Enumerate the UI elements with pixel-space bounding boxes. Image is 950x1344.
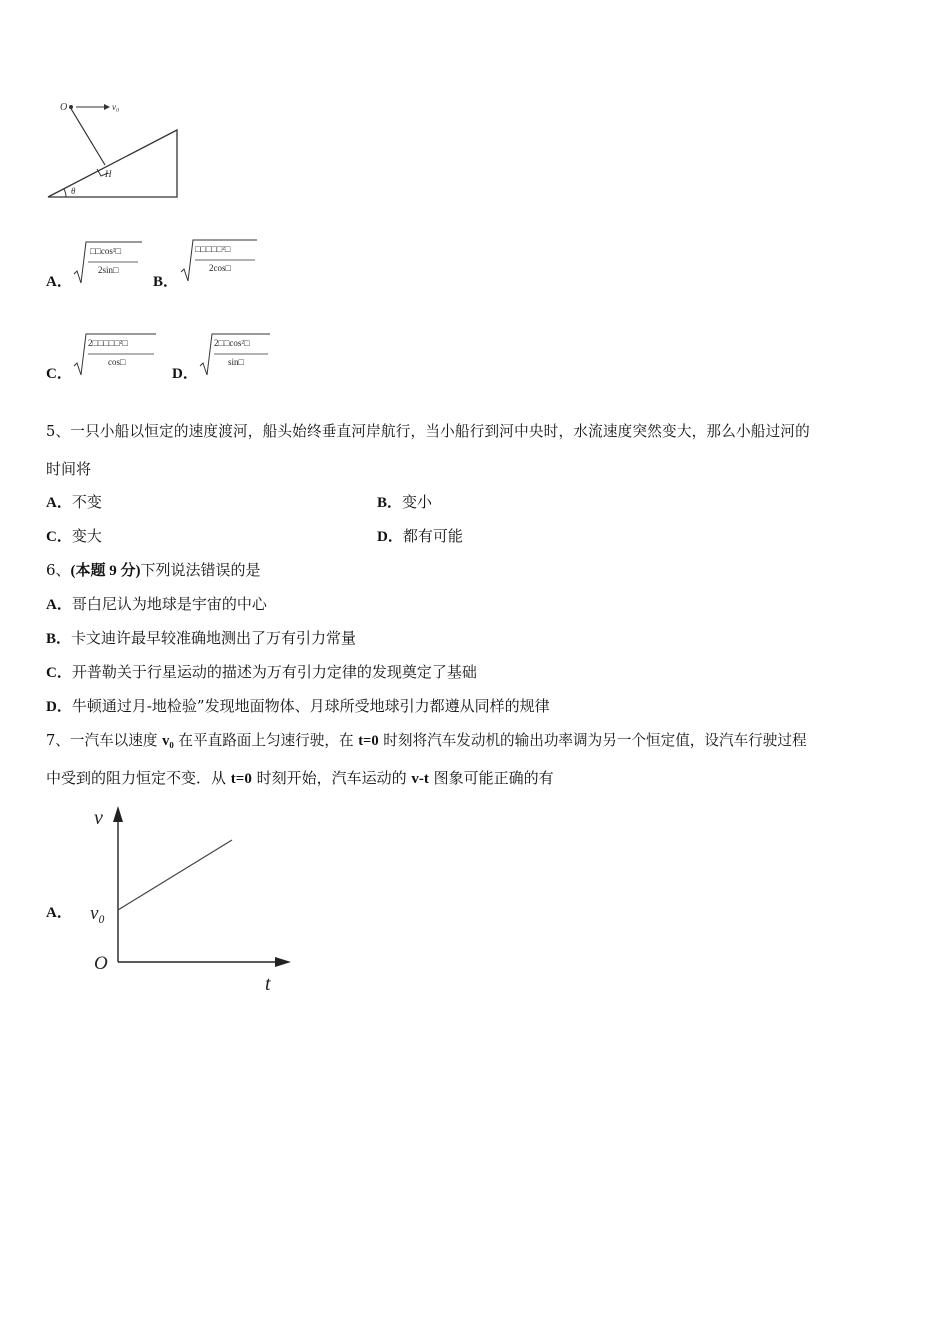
point-o: [69, 105, 73, 109]
q5-option-a: [46, 492, 102, 513]
q7-option-a: [46, 902, 72, 923]
label-theta: θ: [71, 186, 76, 196]
q7-v0: v₀: [162, 733, 174, 749]
option-letter: C．: [46, 366, 72, 382]
option-letter: B．: [153, 274, 179, 290]
fraction-numerator: 2□□cos²□: [214, 338, 250, 348]
option-letter: C．: [46, 529, 72, 545]
velocity-arrowhead: [104, 104, 110, 110]
option-text: 哥白尼认为地球是宇宙的中心: [71, 595, 267, 613]
q6-stem: [46, 560, 261, 581]
incline-figure: [40, 95, 190, 205]
option-letter: D．: [172, 366, 198, 382]
option-letter: B．: [377, 495, 403, 511]
q7-text: 在平直路面上匀速行驶，在: [173, 732, 359, 749]
label-v0: v₀: [90, 903, 106, 924]
axis-label-t: t: [265, 973, 271, 995]
fraction-numerator: □□□□□²□: [195, 244, 231, 254]
fraction-denominator: 2cos□: [209, 263, 231, 273]
fraction-denominator: 2sin□: [98, 265, 119, 275]
perpendicular-line: [70, 107, 105, 165]
q4-option-d: [172, 330, 282, 380]
q6-option-d: [46, 696, 550, 717]
option-letter: C．: [46, 665, 72, 681]
option-text: 卡文迪许最早较准确地测出了万有引力常量: [71, 629, 357, 647]
q7-text: 中受到的阻力恒定不变．从: [46, 769, 231, 787]
option-letter: A．: [46, 905, 72, 921]
option-letter: D．: [46, 699, 72, 715]
fraction-denominator: cos□: [108, 357, 126, 367]
option-text: 变小: [402, 493, 433, 511]
q5-stem-line2: 时间将: [46, 460, 92, 478]
q6-option-a: [46, 594, 267, 615]
q6-stem-text: 下列说法错误的是: [140, 561, 261, 579]
fraction-denominator: sin□: [228, 357, 244, 367]
option-text: 变大: [71, 527, 102, 545]
option-letter: D．: [377, 529, 403, 545]
q6-score: (本题 9 分): [70, 563, 141, 579]
t-axis-arrow: [275, 957, 291, 967]
q5-option-c: [46, 526, 102, 547]
option-text: 开普勒关于行星运动的描述为万有引力定律的发现奠定了基础: [71, 663, 477, 681]
q5-stem-line1: 5、一只小船以恒定的速度渡河，船头始终垂直河岸航行，当小船行到河中央时，水流速度突然变大，那么小船过河的: [46, 423, 810, 440]
q7-text: 图象可能正确的有: [428, 769, 554, 787]
q4-option-b: [153, 238, 263, 288]
q7-text: 时刻开始，汽车运动的: [251, 769, 412, 787]
q4-option-c: [46, 330, 166, 380]
q7-text: 时刻将汽车发动机的输出功率调为另一个恒定值，设汽车行驶过程: [378, 732, 807, 749]
q7-t0: t=0: [230, 771, 252, 787]
option-text: 不变: [71, 493, 102, 511]
axis-label-v: v: [94, 807, 103, 829]
q6-option-c: [46, 662, 477, 683]
velocity-line: [118, 840, 232, 910]
q7-stem-line2: [46, 768, 554, 789]
option-letter: A．: [46, 597, 72, 613]
q4-option-a: [46, 238, 146, 288]
option-letter: B．: [46, 631, 72, 647]
q5-option-b: [377, 492, 432, 513]
q6-option-b: [46, 628, 356, 649]
q5-option-d: [377, 526, 463, 547]
option-letter: A．: [46, 495, 72, 511]
q7-t0: t=0: [358, 733, 379, 749]
q7-stem-line1: [46, 731, 807, 751]
label-v0: v₀: [112, 102, 120, 112]
q7-vt: v-t: [411, 771, 429, 787]
q7-text: 7、一汽车以速度: [46, 732, 163, 749]
option-text: 都有可能: [402, 527, 463, 545]
vt-graph-a: [85, 802, 300, 1002]
option-letter: A．: [46, 274, 72, 290]
v-axis-arrow: [113, 806, 123, 822]
label-o: O: [60, 102, 68, 113]
option-text: 牛顿通过月-地检验”发现地面物体、月球所受地球引力都遵从同样的规律: [71, 697, 550, 715]
incline-triangle: [48, 130, 177, 197]
fraction-numerator: □□cos²□: [90, 246, 122, 256]
angle-arc: [64, 189, 66, 197]
q6-number: 6、: [46, 561, 71, 579]
label-h: H: [105, 169, 112, 179]
label-origin: O: [94, 953, 108, 974]
fraction-numerator: 2□□□□□²□: [88, 338, 128, 348]
